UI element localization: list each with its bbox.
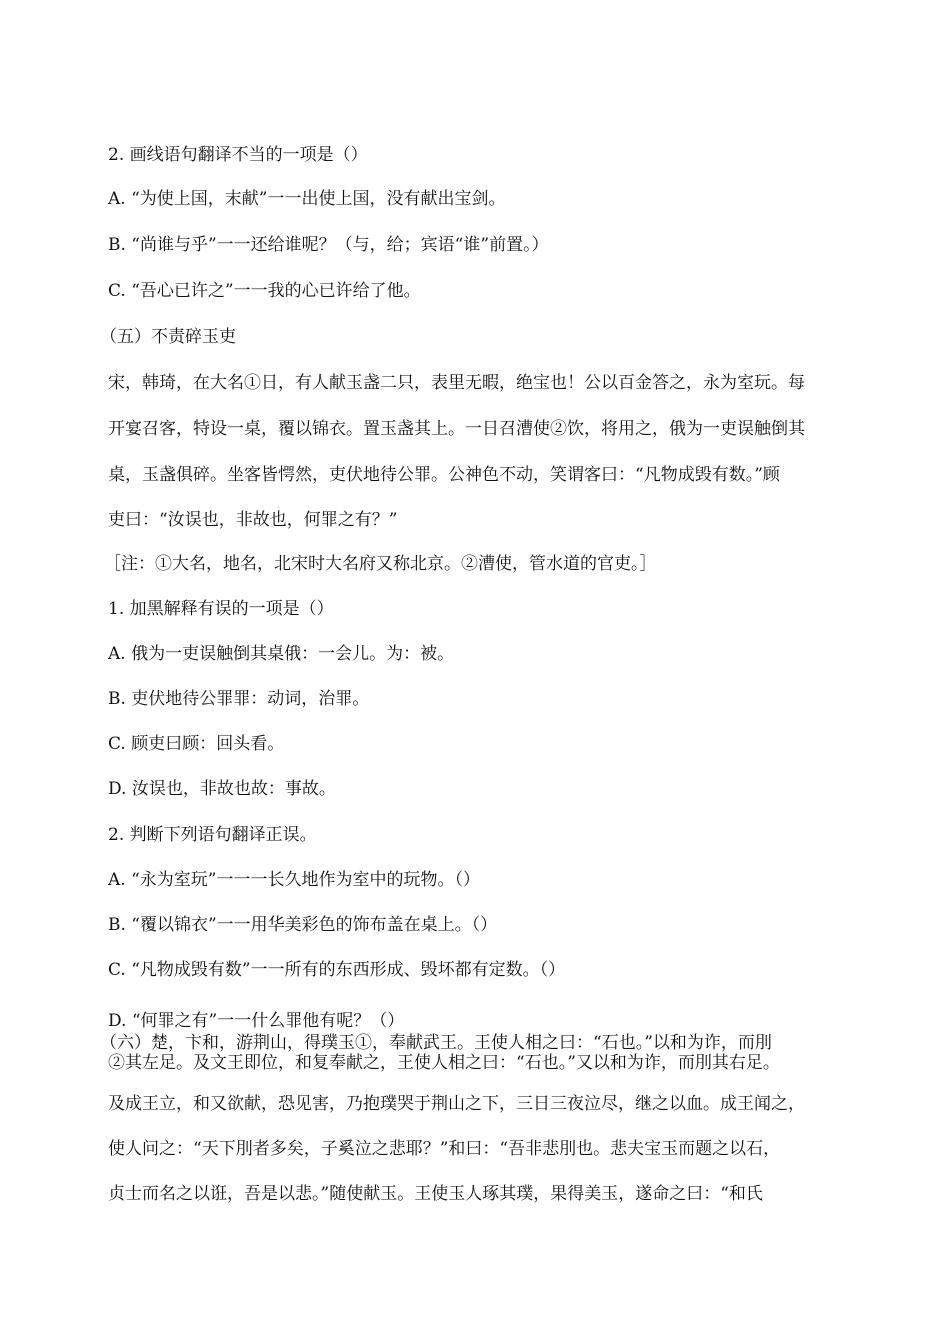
option-c: C. “凡物成毁有数”一一所有的东西形成、毁坏都有定数。（） xyxy=(108,960,566,980)
passage-line: 宋，韩琦，在大名①日，有人献玉盏二只，表里无暇，绝宝也！公以百金答之，永为室玩。每 xyxy=(108,373,805,393)
passage-line: 开宴召客，特设一桌，覆以锦衣。置玉盏其上。一日召漕使②饮，将用之，俄为一吏误触倒其 xyxy=(108,419,805,439)
question-1-title: 1. 加黑解释有误的一项是（） xyxy=(108,599,334,619)
passage-line: 贞士而名之以诳，吾是以悲。”随使献玉。王使玉人琢其璞，果得美玉，遂命之曰：“和氏 xyxy=(108,1184,763,1204)
option-d: D. 汝误也，非故也故：事故。 xyxy=(108,779,336,799)
option-b: B. 吏伏地待公罪罪：动词，治罪。 xyxy=(108,689,370,709)
question-2-title: 2. 判断下列语句翻译正误。 xyxy=(108,825,317,845)
question-2-title: 2. 画线语句翻译不当的一项是（） xyxy=(108,145,368,165)
passage-line: 吏曰：“汝误也，非故也，何罪之有？” xyxy=(108,510,398,530)
section-5-heading: （五）不责碎玉吏 xyxy=(100,327,236,347)
option-d: D. “何罪之有”一一什么罪他有呢？（） xyxy=(108,1011,405,1031)
passage-line: ②其左足。及文王即位，和复奉献之，王使人相之曰：“石也。”又以和为诈，而刖其右足。 xyxy=(108,1053,780,1073)
option-b: B. “覆以锦衣”一一用华美彩色的饰布盖在桌上。（） xyxy=(108,915,498,935)
option-a: A. “永为室玩”一一一长久地作为室中的玩物。（） xyxy=(108,870,480,890)
passage-note: ［注：①大名，地名，北宋时大名府又称北京。②漕使，管水道的官吏。］ xyxy=(104,554,657,574)
option-c: C. “吾心已许之”一一我的心已许给了他。 xyxy=(108,281,421,301)
option-b: B. “尚谁与乎”一一还给谁呢？（与，给；宾语“谁”前置。） xyxy=(108,235,549,255)
option-a: A. 俄为一吏误触倒其桌俄：一会儿。为：被。 xyxy=(108,644,455,664)
option-a: A. “为使上国，末献”一一出使上国，没有献出宝剑。 xyxy=(108,189,506,209)
passage-line: 及成王立，和又欲献，恐见害，乃抱璞哭于荆山之下，三日三夜泣尽，继之以血。成王闻之， xyxy=(108,1094,805,1114)
section-6-passage-line: （六）楚，卞和，游荆山，得璞玉①，奉献武王。王使人相之曰：“石也。”以和为诈，而刖 xyxy=(100,1033,772,1053)
option-c: C. 顾吏曰顾：回头看。 xyxy=(108,734,285,754)
passage-line: 桌，玉盏俱碎。坐客皆愕然，吏伏地待公罪。公神色不动，笑谓客曰：“凡物成毁有数。”顾 xyxy=(108,465,780,485)
passage-line: 使人问之：“天下刖者多矣，子奚泣之悲耶？”和曰：“吾非悲刖也。悲夫宝玉而题之以石， xyxy=(108,1139,781,1159)
